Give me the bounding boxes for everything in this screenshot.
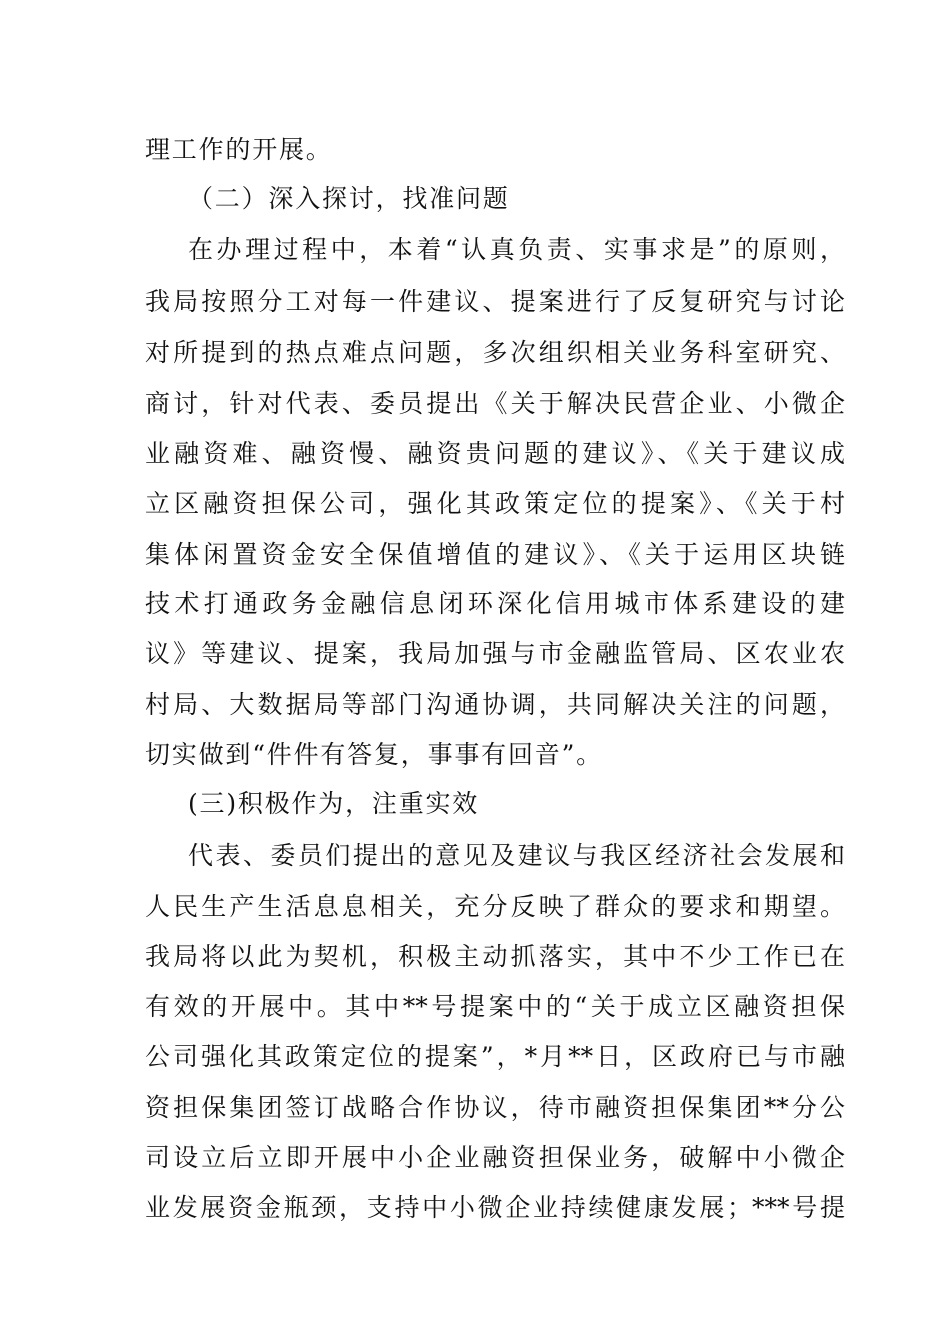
paragraph-line: 业融资难、融资慢、融资贵问题的建议》、《关于建议成 (145, 439, 845, 468)
paragraph-line: 公司强化其政策定位的提案”，*月**日，区政府已与市融 (145, 1042, 845, 1071)
paragraph-line: 在办理过程中，本着“认真负责、实事求是”的原则， (188, 235, 845, 264)
paragraph-line: 村局、大数据局等部门沟通协调，共同解决关注的问题， (145, 690, 845, 719)
paragraph-line: 商讨，针对代表、委员提出《关于解决民营企业、小微企 (145, 389, 845, 418)
paragraph-line: 对所提到的热点难点问题，多次组织相关业务科室研究、 (145, 338, 845, 367)
paragraph-line: 代表、委员们提出的意见及建议与我区经济社会发展和 (188, 841, 845, 870)
paragraph-line: 切实做到“件件有答复，事事有回音”。 (145, 740, 603, 769)
paragraph-line: 司设立后立即开展中小企业融资担保业务，破解中小微企 (145, 1143, 845, 1172)
paragraph-line: 集体闲置资金安全保值增值的建议》、《关于运用区块链 (145, 540, 845, 569)
section-heading-3: (三)积极作为，注重实效 (188, 789, 480, 818)
paragraph-line: 我局将以此为契机，积极主动抓落实，其中不少工作已在 (145, 942, 845, 971)
paragraph-line: 人民生产生活息息相关，充分反映了群众的要求和期望。 (145, 892, 845, 921)
section-heading-2: （二）深入探讨，找准问题 (188, 184, 510, 213)
paragraph-line: 业发展资金瓶颈，支持中小微企业持续健康发展；***号提 (145, 1193, 845, 1222)
paragraph-line: 我局按照分工对每一件建议、提案进行了反复研究与讨论 (145, 287, 845, 316)
paragraph-line: 技术打通政务金融信息闭环深化信用城市体系建设的建 (145, 589, 845, 618)
paragraph-line: 资担保集团签订战略合作协议，待市融资担保集团**分公 (145, 1093, 845, 1122)
paragraph-line: 立区融资担保公司，强化其政策定位的提案》、《关于村 (145, 489, 845, 518)
paragraph-line: 议》等建议、提案，我局加强与市金融监管局、区农业农 (145, 639, 845, 668)
text-line-continuation: 理工作的开展。 (145, 135, 333, 164)
paragraph-line: 有效的开展中。其中**号提案中的“关于成立区融资担保 (145, 992, 845, 1021)
